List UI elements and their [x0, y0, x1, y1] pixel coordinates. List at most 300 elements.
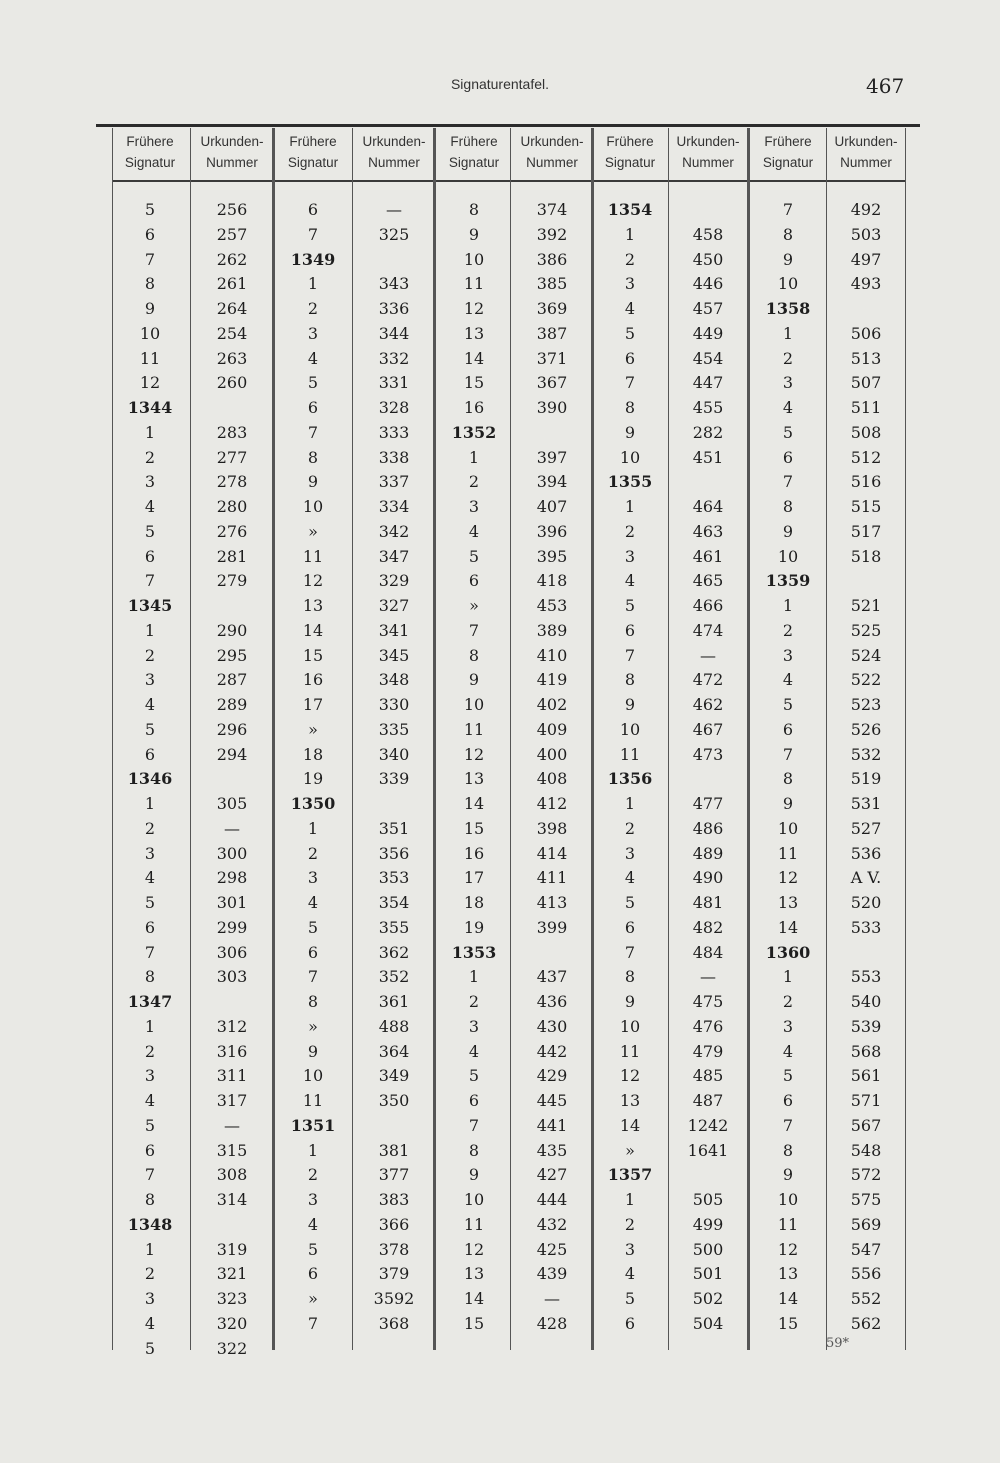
urkunden-nummer-cell: 461: [692, 546, 724, 566]
signatur-cell: 16: [463, 398, 485, 417]
signatur-cell: 10: [139, 323, 161, 343]
urkunden-nummer-cell: 327: [378, 596, 410, 615]
signatur-cell: 18: [463, 893, 485, 912]
signatur-year-cell: 1352: [451, 422, 497, 442]
urkunden-nummer-cell: 334: [378, 497, 410, 516]
signatur-cell: 3: [307, 1190, 319, 1209]
header-line: Nummer: [368, 155, 420, 170]
urkunden-nummer-cell: 296: [216, 719, 248, 739]
signatur-cell: 9: [624, 422, 636, 442]
urkunden-nummer-cell: 439: [536, 1264, 568, 1284]
urkunden-nummer-cell: —: [224, 1115, 240, 1135]
urkunden-nummer-cell: 532: [850, 744, 882, 764]
column-divider: [272, 128, 275, 1350]
signatur-cell: 6: [144, 744, 156, 764]
urkunden-nummer-cell: 419: [536, 670, 568, 690]
header-urkunden-nummer: [514, 131, 590, 173]
column-divider: [190, 128, 191, 1350]
urkunden-nummer-cell: 435: [536, 1140, 568, 1160]
signatur-cell: 6: [468, 571, 480, 591]
urkunden-nummer-cell: 335: [378, 719, 410, 739]
urkunden-nummer-cell: 295: [216, 645, 248, 665]
signatur-cell: »: [625, 1140, 635, 1160]
signatur-cell: 11: [619, 1041, 641, 1061]
signatur-cell: 13: [463, 323, 485, 343]
urkunden-nummer-cell: 277: [216, 447, 248, 467]
signatur-cell: 18: [302, 744, 324, 764]
urkunden-nummer-cell: 520: [850, 893, 882, 912]
urkunden-nummer-cell: 515: [850, 497, 882, 516]
signatur-cell: 6: [782, 719, 794, 739]
signatur-cell: 5: [468, 1066, 480, 1086]
urkunden-nummer-cell: 279: [216, 571, 248, 591]
urkunden-nummer-cell: 465: [692, 571, 724, 591]
signatur-cell: 9: [782, 1165, 794, 1185]
signatur-cell: 12: [463, 744, 485, 764]
urkunden-nummer-cell: 381: [378, 1140, 410, 1160]
header-line: Urkunden-: [676, 134, 740, 149]
signatur-cell: 6: [624, 348, 636, 368]
urkunden-nummer-cell: 263: [216, 348, 248, 368]
signatur-cell: 7: [782, 744, 794, 764]
signatur-cell: 12: [463, 1239, 485, 1259]
signatur-cell: 2: [307, 1165, 319, 1185]
urkunden-nummer-cell: 257: [216, 224, 248, 244]
signatur-cell: 5: [624, 596, 636, 615]
urkunden-nummer-cell: 569: [850, 1214, 882, 1234]
signatur-year-cell: 1355: [607, 472, 653, 492]
urkunden-nummer-cell: 413: [536, 893, 568, 912]
urkunden-nummer-cell: 294: [216, 744, 248, 764]
signatur-cell: 1: [782, 967, 794, 987]
signatur-cell: 4: [624, 571, 636, 591]
urkunden-nummer-cell: 374: [536, 200, 568, 219]
signatur-cell: »: [308, 521, 318, 541]
signatur-cell: 5: [307, 917, 319, 937]
signatur-cell: »: [308, 1289, 318, 1308]
urkunden-nummer-cell: 361: [378, 992, 410, 1011]
urkunden-nummer-cell: 429: [536, 1066, 568, 1086]
signatur-cell: 11: [139, 348, 161, 368]
signatur-cell: 13: [619, 1091, 641, 1110]
signatur-cell: 8: [468, 1140, 480, 1160]
urkunden-nummer-cell: 442: [536, 1041, 568, 1061]
signatur-cell: 4: [307, 1214, 319, 1234]
urkunden-nummer-cell: 511: [850, 398, 882, 417]
signatur-cell: 4: [782, 398, 794, 417]
signatur-cell: 8: [624, 670, 636, 690]
urkunden-nummer-cell: 502: [692, 1289, 724, 1308]
signatur-cell: 2: [624, 818, 636, 838]
urkunden-nummer-cell: 467: [692, 719, 724, 739]
urkunden-nummer-cell: 427: [536, 1165, 568, 1185]
signatur-cell: 1: [144, 1016, 156, 1036]
signatur-cell: 10: [463, 249, 485, 269]
signatur-year-cell: 1354: [607, 200, 653, 219]
signatur-cell: 19: [302, 769, 324, 789]
urkunden-nummer-cell: 298: [216, 868, 248, 888]
urkunden-nummer-cell: 487: [692, 1091, 724, 1110]
signatur-cell: 9: [782, 794, 794, 813]
signatur-cell: 8: [468, 200, 480, 219]
signatur-cell: 15: [302, 645, 324, 665]
signatur-cell: 4: [782, 1041, 794, 1061]
urkunden-nummer-cell: 472: [692, 670, 724, 690]
signatur-cell: 10: [619, 447, 641, 467]
signatur-cell: 6: [144, 917, 156, 937]
signatur-cell: 2: [307, 843, 319, 863]
urkunden-nummer-cell: 387: [536, 323, 568, 343]
signatur-year-cell: 1359: [765, 571, 811, 591]
signatur-year-cell: 1349: [290, 249, 336, 269]
column-divider: [591, 128, 594, 1350]
urkunden-nummer-cell: 507: [850, 373, 882, 393]
signatur-cell: 6: [624, 917, 636, 937]
urkunden-nummer-cell: 451: [692, 447, 724, 467]
signatur-cell: 14: [619, 1115, 641, 1135]
urkunden-nummer-cell: 351: [378, 818, 410, 838]
signatur-cell: 5: [144, 1115, 156, 1135]
signatur-cell: 2: [144, 1041, 156, 1061]
urkunden-nummer-cell: 317: [216, 1091, 248, 1110]
signatur-cell: 7: [144, 249, 156, 269]
header-urkunden-nummer: [828, 131, 904, 173]
signatur-cell: 7: [624, 942, 636, 962]
signatur-cell: 14: [302, 620, 324, 640]
urkunden-nummer-cell: [834, 571, 898, 591]
signatur-cell: 5: [144, 521, 156, 541]
urkunden-nummer-cell: 490: [692, 868, 724, 888]
signatur-cell: 3: [782, 373, 794, 393]
signatur-cell: 5: [144, 719, 156, 739]
signatur-cell: 7: [144, 1165, 156, 1185]
urkunden-nummer-cell: 280: [216, 497, 248, 516]
signatur-cell: 5: [144, 893, 156, 912]
signatur-cell: 9: [307, 472, 319, 492]
header-line: Nummer: [206, 155, 258, 170]
urkunden-nummer-cell: 342: [378, 521, 410, 541]
urkunden-nummer-cell: 450: [692, 249, 724, 269]
urkunden-nummer-cell: 341: [378, 620, 410, 640]
signatur-cell: 3: [624, 274, 636, 294]
urkunden-nummer-cell: 506: [850, 323, 882, 343]
urkunden-nummer-cell: 473: [692, 744, 724, 764]
urkunden-nummer-cell: 325: [378, 224, 410, 244]
urkunden-nummer-cell: 362: [378, 942, 410, 962]
urkunden-nummer-cell: [834, 943, 898, 963]
urkunden-nummer-cell: 278: [216, 472, 248, 492]
signatur-cell: 6: [624, 1313, 636, 1333]
urkunden-nummer-cell: 392: [536, 224, 568, 244]
signatur-cell: 7: [782, 472, 794, 492]
urkunden-nummer-cell: 276: [216, 521, 248, 541]
urkunden-nummer-cell: 339: [378, 769, 410, 789]
urkunden-nummer-cell: 290: [216, 620, 248, 640]
urkunden-nummer-cell: A V.: [850, 868, 882, 888]
signatur-cell: 12: [619, 1066, 641, 1086]
signatur-cell: 5: [782, 1066, 794, 1086]
signatur-cell: 6: [307, 942, 319, 962]
signatur-cell: 13: [777, 893, 799, 912]
signatur-cell: 1: [307, 274, 319, 294]
signatur-cell: »: [308, 719, 318, 739]
urkunden-nummer-cell: 312: [216, 1016, 248, 1036]
signatur-cell: 5: [624, 323, 636, 343]
urkunden-nummer-cell: 466: [692, 596, 724, 615]
urkunden-nummer-cell: 516: [850, 472, 882, 492]
urkunden-nummer-cell: 321: [216, 1264, 248, 1284]
urkunden-nummer-cell: 348: [378, 670, 410, 690]
signatur-cell: 1: [307, 818, 319, 838]
urkunden-nummer-cell: 400: [536, 744, 568, 764]
urkunden-nummer-cell: 408: [536, 769, 568, 789]
urkunden-nummer-cell: 499: [692, 1214, 724, 1234]
urkunden-nummer-cell: 562: [850, 1313, 882, 1333]
urkunden-nummer-cell: 399: [536, 917, 568, 937]
signatur-cell: 7: [144, 571, 156, 591]
signatur-cell: 11: [463, 719, 485, 739]
urkunden-nummer-cell: 436: [536, 992, 568, 1011]
urkunden-nummer-cell: [200, 398, 264, 418]
signatur-cell: 8: [782, 224, 794, 244]
signatur-cell: 3: [144, 472, 156, 492]
urkunden-nummer-cell: 379: [378, 1264, 410, 1284]
urkunden-nummer-cell: 322: [216, 1338, 248, 1358]
urkunden-nummer-cell: 512: [850, 447, 882, 467]
signatur-cell: 11: [463, 1214, 485, 1234]
urkunden-nummer-cell: 301: [216, 893, 248, 912]
signatur-cell: 1: [782, 596, 794, 615]
urkunden-nummer-cell: 311: [216, 1066, 248, 1086]
urkunden-nummer-cell: 485: [692, 1066, 724, 1086]
urkunden-nummer-cell: 385: [536, 274, 568, 294]
header-line: Signatur: [124, 155, 176, 170]
signatur-cell: 1: [782, 323, 794, 343]
header-line: Urkunden-: [834, 134, 898, 149]
header-fruehere-signatur: [275, 131, 351, 173]
header-line: Signatur: [448, 155, 500, 170]
signatur-cell: 6: [782, 447, 794, 467]
urkunden-nummer-cell: 536: [850, 843, 882, 863]
signatur-cell: 8: [468, 645, 480, 665]
signatur-cell: 5: [144, 200, 156, 219]
signatur-cell: 2: [624, 1214, 636, 1234]
running-title: Signaturentafel.: [450, 76, 550, 92]
header-line: Urkunden-: [362, 134, 426, 149]
signatur-cell: 11: [463, 274, 485, 294]
urkunden-nummer-cell: 475: [692, 992, 724, 1011]
urkunden-nummer-cell: 513: [850, 348, 882, 368]
signatur-cell: 10: [302, 497, 324, 516]
signatur-cell: 12: [139, 373, 161, 393]
signature-mark: 59*: [826, 1336, 850, 1351]
urkunden-nummer-cell: [200, 769, 264, 789]
urkunden-nummer-cell: 492: [850, 200, 882, 219]
urkunden-nummer-cell: 377: [378, 1165, 410, 1185]
signatur-cell: 2: [624, 249, 636, 269]
signatur-cell: 2: [782, 348, 794, 368]
urkunden-nummer-cell: 488: [378, 1016, 410, 1036]
signatur-year-cell: 1358: [765, 299, 811, 318]
urkunden-nummer-cell: 518: [850, 546, 882, 566]
signatur-cell: 11: [619, 744, 641, 764]
signatur-cell: 4: [468, 521, 480, 541]
urkunden-nummer-cell: [200, 992, 264, 1012]
signatur-cell: 19: [463, 917, 485, 937]
signatur-cell: 2: [468, 472, 480, 492]
signatur-cell: 15: [463, 373, 485, 393]
signatur-cell: 3: [144, 1066, 156, 1086]
signatur-year-cell: 1360: [765, 942, 811, 962]
signatur-cell: 10: [777, 546, 799, 566]
signatur-cell: 6: [307, 200, 319, 219]
urkunden-nummer-cell: 336: [378, 299, 410, 318]
signatur-cell: 6: [468, 1091, 480, 1110]
urkunden-nummer-cell: 525: [850, 620, 882, 640]
urkunden-nummer-cell: 320: [216, 1313, 248, 1333]
signatur-year-cell: 1351: [290, 1115, 336, 1135]
signatur-year-cell: 1346: [127, 769, 173, 789]
signatur-year-cell: 1348: [127, 1214, 173, 1234]
urkunden-nummer-cell: 539: [850, 1016, 882, 1036]
urkunden-nummer-cell: 505: [692, 1190, 724, 1209]
signatur-cell: 4: [144, 497, 156, 516]
urkunden-nummer-cell: 261: [216, 274, 248, 294]
urkunden-nummer-cell: [200, 1215, 264, 1235]
urkunden-nummer-cell: [520, 943, 584, 963]
urkunden-nummer-cell: 533: [850, 917, 882, 937]
signatur-cell: 1: [468, 447, 480, 467]
urkunden-nummer-cell: 547: [850, 1239, 882, 1259]
signatur-cell: 5: [468, 546, 480, 566]
signatur-cell: 3: [624, 1239, 636, 1259]
column-divider: [747, 128, 750, 1350]
urkunden-nummer-cell: [520, 423, 584, 443]
signatur-cell: 12: [463, 299, 485, 318]
signatur-cell: 2: [144, 818, 156, 838]
signatur-cell: 5: [144, 1338, 156, 1358]
urkunden-nummer-cell: 287: [216, 670, 248, 690]
urkunden-nummer-cell: 575: [850, 1190, 882, 1209]
signatur-cell: 3: [782, 645, 794, 665]
urkunden-nummer-cell: 489: [692, 843, 724, 863]
header-line: Urkunden-: [520, 134, 584, 149]
signatur-cell: 1: [468, 967, 480, 987]
urkunden-nummer-cell: 328: [378, 398, 410, 417]
urkunden-nummer-cell: —: [224, 818, 240, 838]
signatur-cell: 9: [782, 521, 794, 541]
signatur-cell: 3: [307, 868, 319, 888]
signatur-cell: 10: [777, 274, 799, 294]
urkunden-nummer-cell: 464: [692, 497, 724, 516]
urkunden-nummer-cell: 556: [850, 1264, 882, 1284]
signatur-cell: 10: [302, 1066, 324, 1086]
urkunden-nummer-cell: 349: [378, 1066, 410, 1086]
urkunden-nummer-cell: 383: [378, 1190, 410, 1209]
urkunden-nummer-cell: 500: [692, 1239, 724, 1259]
signatur-cell: 4: [782, 670, 794, 690]
column-divider: [433, 128, 436, 1350]
urkunden-nummer-cell: 508: [850, 422, 882, 442]
urkunden-nummer-cell: 3592: [373, 1289, 415, 1308]
urkunden-nummer-cell: [834, 299, 898, 319]
signatur-cell: 7: [782, 200, 794, 219]
urkunden-nummer-cell: 371: [536, 348, 568, 368]
urkunden-nummer-cell: 1641: [687, 1140, 729, 1160]
urkunden-nummer-cell: —: [386, 200, 402, 219]
header-line: Urkunden-: [200, 134, 264, 149]
urkunden-nummer-cell: 356: [378, 843, 410, 863]
urkunden-nummer-cell: 338: [378, 447, 410, 467]
urkunden-nummer-cell: 264: [216, 299, 248, 318]
urkunden-nummer-cell: 526: [850, 719, 882, 739]
signatur-cell: 1: [144, 422, 156, 442]
urkunden-nummer-cell: 477: [692, 794, 724, 813]
urkunden-nummer-cell: 568: [850, 1041, 882, 1061]
urkunden-nummer-cell: 396: [536, 521, 568, 541]
signatur-year-cell: 1356: [607, 769, 653, 789]
urkunden-nummer-cell: 333: [378, 422, 410, 442]
urkunden-nummer-cell: 366: [378, 1214, 410, 1234]
urkunden-nummer-cell: 497: [850, 249, 882, 269]
signatur-cell: 8: [624, 967, 636, 987]
signatur-cell: 11: [777, 843, 799, 863]
urkunden-nummer-cell: 331: [378, 373, 410, 393]
urkunden-nummer-cell: 394: [536, 472, 568, 492]
signatur-cell: 7: [144, 942, 156, 962]
urkunden-nummer-cell: 571: [850, 1091, 882, 1110]
signatur-cell: 4: [307, 893, 319, 912]
column-divider: [510, 128, 511, 1350]
signatur-cell: 3: [307, 323, 319, 343]
urkunden-nummer-cell: 343: [378, 274, 410, 294]
signatur-cell: 9: [468, 1165, 480, 1185]
urkunden-nummer-cell: 522: [850, 670, 882, 690]
urkunden-nummer-cell: 345: [378, 645, 410, 665]
signatur-cell: 13: [463, 769, 485, 789]
header-line: Frühere: [606, 134, 654, 149]
urkunden-nummer-cell: 553: [850, 967, 882, 987]
signatur-cell: 4: [144, 868, 156, 888]
urkunden-nummer-cell: 398: [536, 818, 568, 838]
urkunden-nummer-cell: 282: [692, 422, 724, 442]
signatur-cell: »: [308, 1016, 318, 1036]
signatur-cell: 9: [307, 1041, 319, 1061]
header-line: Frühere: [764, 134, 812, 149]
urkunden-nummer-cell: 368: [378, 1313, 410, 1333]
header-line: Nummer: [840, 155, 892, 170]
header-line: Signatur: [287, 155, 339, 170]
signatur-cell: 6: [782, 1091, 794, 1110]
header-fruehere-signatur: [112, 131, 188, 173]
signatur-cell: 5: [307, 1239, 319, 1259]
signatur-cell: 8: [144, 1190, 156, 1209]
header-line: Frühere: [126, 134, 174, 149]
urkunden-nummer-cell: 454: [692, 348, 724, 368]
signatur-cell: 1: [624, 497, 636, 516]
signatur-cell: 10: [619, 1016, 641, 1036]
urkunden-nummer-cell: 458: [692, 224, 724, 244]
urkunden-nummer-cell: 256: [216, 200, 248, 219]
urkunden-nummer-cell: 437: [536, 967, 568, 987]
urkunden-nummer-cell: 521: [850, 596, 882, 615]
urkunden-nummer-cell: [200, 596, 264, 616]
signatur-cell: 9: [468, 670, 480, 690]
signatur-cell: 2: [782, 992, 794, 1011]
urkunden-nummer-cell: 572: [850, 1165, 882, 1185]
signatur-cell: 13: [302, 596, 324, 615]
signatur-cell: 13: [463, 1264, 485, 1284]
